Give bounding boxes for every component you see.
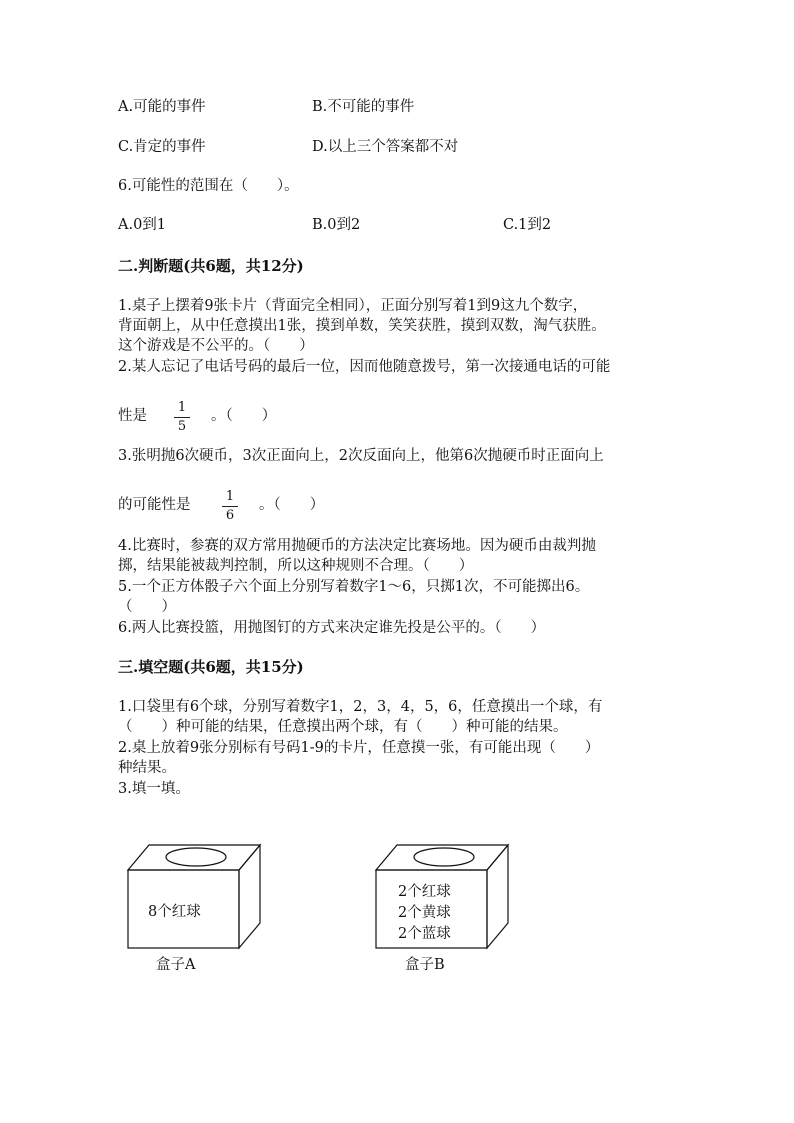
option-d: D.以上三个答案都不对 [312,139,459,155]
s2-item-5-line-2: （ ） [118,599,176,615]
option-a: A.可能的事件 [118,99,206,115]
option-b: B.不可能的事件 [312,99,415,115]
s2-item-2-suffix: 。（ ） [211,408,277,424]
box-b-side-face [487,845,508,948]
s2-item-6-line-1: 6.两人比赛投篮，用抛图钉的方式来决定谁先投是公平的。（ ） [118,620,546,636]
s2-item-3-line-1: 3.张明抛6次硬币，3次正面向上，2次反面向上，他第6次抛硬币时正面向上 [118,448,604,464]
s2-item-4-line-2: 掷，结果能被裁判控制，所以这种规则不合理。（ ） [118,558,474,574]
box-b-content-line-2: 2个黄球 [398,905,451,921]
fraction-numerator: 1 [177,400,187,415]
box-a-opening [166,848,226,866]
s2-item-1-line-2: 背面朝上，从中任意摸出1张，摸到单数，笑笑获胜，摸到双数，淘气获胜。 [118,318,606,334]
box-b-caption: 盒子B [405,957,445,973]
box-a-content: 8个红球 [148,904,201,920]
section-3-heading: 三.填空题(共6题，共15分) [118,658,304,676]
q6-option-b: B.0到2 [312,217,361,233]
s2-item-3-suffix: 。（ ） [259,497,325,513]
q6-option-c: C.1到2 [503,217,552,233]
s2-item-1-line-1: 1.桌子上摆着9张卡片（背面完全相同），正面分别写着1到9这九个数字， [118,298,588,314]
box-a [128,845,260,948]
q6-option-a: A.0到1 [118,217,167,233]
fraction-denominator: 6 [225,508,235,523]
box-b-opening [414,848,474,866]
section-2-heading: 二.判断题(共6题，共12分) [118,257,304,275]
s2-item-2-line-1: 2.某人忘记了电话号码的最后一位，因而他随意拨号，第一次接通电话的可能 [118,359,611,375]
box-a-caption: 盒子A [156,957,196,973]
box-a-side-face [239,845,260,948]
s2-item-1-line-3: 这个游戏是不公平的。（ ） [118,338,314,354]
s3-item-1-line-2: （ ）种可能的结果，任意摸出两个球，有（ ）种可能的结果。 [118,719,568,735]
box-b-content-line-3: 2个蓝球 [398,926,451,942]
s3-item-2-line-2: 种结果。 [118,760,176,776]
s2-item-4-line-1: 4.比赛时，参赛的双方常用抛硬币的方法决定比赛场地。因为硬币由裁判抛 [118,538,596,554]
s2-item-2-prefix: 性是 [118,408,147,424]
fraction-numerator: 1 [225,489,235,504]
s2-item-5-line-1: 5.一个正方体骰子六个面上分别写着数字1～6，只掷1次，不可能掷出6。 [118,579,590,595]
option-c: C.肯定的事件 [118,139,206,155]
s3-item-3-line-1: 3.填一填。 [118,781,190,797]
s3-item-2-line-1: 2.桌上放着9张分别标有号码1-9的卡片，任意摸一张，有可能出现（ ） [118,740,600,756]
box-b-content-line-1: 2个红球 [398,884,451,900]
fraction-denominator: 5 [177,419,187,434]
question-6-stem: 6.可能性的范围在（ ）。 [118,178,299,194]
s2-item-3-prefix: 的可能性是 [118,497,191,513]
s3-item-1-line-1: 1.口袋里有6个球，分别写着数字1，2，3，4，5，6，任意摸出一个球，有 [118,699,603,715]
